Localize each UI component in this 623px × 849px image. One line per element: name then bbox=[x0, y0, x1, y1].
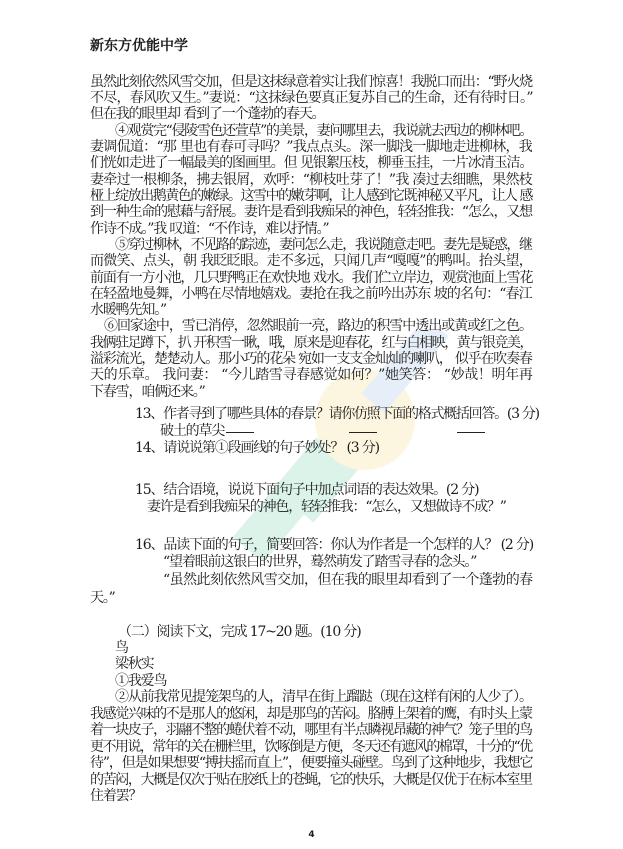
essay-line: 着一块皮子，羽翮不整的蜷伏着不动，哪里有半点瞵视昂藏的神气？笼子里的鸟 bbox=[90, 722, 532, 738]
essay-line: 的苦闷，大概是仅次于贴在胶纸上的苍蝇，它的快乐，大概是仅优于在标本室里 bbox=[90, 772, 532, 788]
question-13: 13、作者寻到了哪些具体的春景？请你仿照下面的格式概括回答。(3 分) bbox=[135, 406, 539, 422]
question-16-sentence: “望着眼前这银白的世界，蓦然萌发了踏雪寻春的念头。” bbox=[163, 554, 477, 570]
passage-line: 不尽，春风吹又生。”妻说：“这抹绿色要真正复苏自己的生命，还有待时日。” bbox=[90, 90, 533, 106]
essay-author: 梁秋实 bbox=[115, 656, 154, 672]
answer-blank[interactable] bbox=[226, 423, 254, 433]
passage-line: 下春雪，咱俩还来。” bbox=[90, 384, 205, 400]
essay-line: 更不用说，常年的关在栅栏里，饮啄倒是方便，冬天还有遮风的棉罩，十分的“优 bbox=[90, 739, 532, 755]
question-15: 15、结合语境，说说下面句子中加点词语的表达效果。(2 分) bbox=[135, 482, 479, 498]
passage-line: 妻调侃道：“那 里也有春可寻吗？”我点点头。深一脚浅一脚地走进柳林，我 bbox=[90, 139, 533, 155]
passage-line: 桠上绽放出鹅黄色的嫩绿。这雪中的嫩芽啊，让人感到它既神秘又平凡，让人 感 bbox=[90, 188, 532, 204]
passage-line: 而微笑、点头，朝 我眨眨眼。走不多远，只闻几声“嘎嘎”的鸭叫。抬头望， bbox=[90, 253, 533, 269]
passage-line: 前面有一方小池，几只野鸭正在欢快地 戏水。我们伫立岸边，观赏池面上雪花 bbox=[90, 270, 533, 286]
passage-line: 水暖鸭先知。” bbox=[90, 302, 167, 318]
section-intro: （二）阅读下文，完成 17~20 题。(10 分) bbox=[118, 624, 361, 640]
essay-line: 我感觉兴味的不是那人的悠闲，却是那鸟的苦闷。胳膊上架着的鹰，有时头上蒙 bbox=[90, 706, 532, 722]
essay-line: 住着罢？ bbox=[90, 788, 142, 804]
question-15-sentence: 妻许是看到我痴呆的神色，轻轻推我：“怎么，又想做诗不成？” bbox=[147, 499, 506, 515]
passage-line: 妻牵过一根柳条，拂去银屑，欢呼：“柳枝吐芽了！”我 凑过去细瞧，果然枝 bbox=[90, 172, 533, 188]
school-header: 新东方优能中学 bbox=[90, 38, 188, 54]
essay-line: ②从前我常见提笼架鸟的人，清早在街上蹓跶（现在这样有闲的人少了）。 bbox=[115, 689, 532, 705]
passage-line: 虽然此刻依然风雪交加，但是这抹绿意着实让我们惊喜！我脱口而出：“野火烧 bbox=[90, 74, 532, 90]
question-16: 16、品读下面的句子，简要回答：你认为作者是一个怎样的人？ (2 分) bbox=[135, 537, 534, 553]
question-13-example bbox=[160, 423, 485, 439]
passage-line: 我俩驻足蹲下，扒 开积雪一瞅，哦，原来是迎春花，红与白相映，黄与银竞美， bbox=[90, 335, 532, 351]
passage-line: 但在我的眼里却 看到了一个蓬勃的春天。 bbox=[90, 106, 325, 122]
essay-paragraph-1: ①我爱鸟 bbox=[115, 673, 167, 689]
essay-line: 待”，但是如果想要“搏扶摇而直上”，便要撞头碰壁。鸟到了这种地步，我想它 bbox=[90, 755, 533, 771]
question-16-sentence: “虽然此刻依然风雪交加，但在我的眼里却看到了一个蓬勃的春 bbox=[163, 572, 533, 588]
example-text: 破土的草尖 bbox=[160, 423, 225, 439]
passage-line: 在轻盈地曼舞，小鸭在尽情地嬉戏。妻抢在我之前吟出苏东 坡的名句：“春江 bbox=[90, 286, 532, 302]
passage-line: 溢彩流光，楚楚动人。那小巧的花朵 宛如一支支金灿灿的喇叭， 似乎在吹奏春 bbox=[90, 351, 532, 367]
passage-line: 天的乐章。 我问妻： “今儿踏雪寻春感觉如何？”她笑答： “妙哉！明年再 bbox=[90, 367, 533, 383]
answer-blank[interactable] bbox=[349, 423, 377, 433]
passage-line: ⑥回家途中，雪已消停，忽然眼前一亮，路边的积雪中透出或黄或红之色。 bbox=[104, 318, 532, 334]
passage-line: 们恍如走进了一幅最美的图画里。但 见银絮压枝，柳垂玉挂，一片冰清玉洁。 bbox=[90, 155, 533, 171]
passage-line: ④观赏完“侵陵雪色还萱草”的美景，妻问哪里去，我说就去西边的柳林吧。 bbox=[115, 123, 532, 139]
passage-line: 到一种生命的慰藉与舒展。妻许是看到我痴呆的神色，轻轻推我：“怎么，又想 bbox=[90, 204, 532, 220]
passage-line: ⑤穿过柳林，不见路的踪迹，妻问怎么走，我说随意走吧。妻先是疑惑，继 bbox=[115, 237, 532, 253]
answer-blank[interactable] bbox=[457, 423, 485, 433]
question-14: 14、请说说第①段画线的句子妙处？ (3 分) bbox=[135, 440, 379, 456]
passage-line: 作诗不成。”我 叹道：“不作诗，难以抒情。” bbox=[90, 221, 329, 237]
essay-title: 鸟 bbox=[115, 640, 128, 656]
page-number: 4 bbox=[308, 830, 315, 840]
question-16-sentence-end: 天。” bbox=[90, 590, 115, 606]
